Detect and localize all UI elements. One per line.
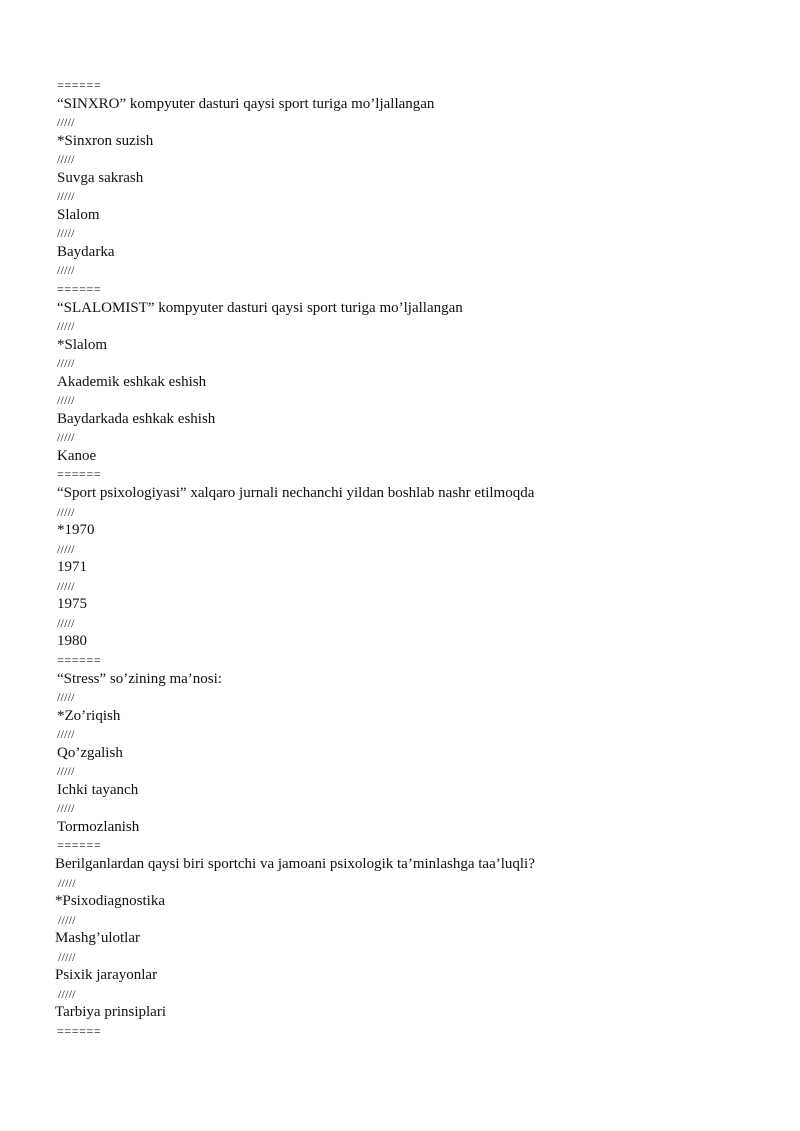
answer-option: Baydarka (57, 243, 115, 260)
answer-separator: ///// (57, 578, 75, 593)
answer-separator: ///// (58, 986, 76, 1001)
answer-option: Psixik jarayonlar (55, 967, 158, 984)
correct-answer: *Zo’riqish (57, 707, 121, 724)
question-text: Berilganlardan qaysi biri sportchi va jamoani psixologik ta’minlashga taa’luqli? (55, 855, 535, 872)
answer-option: Ichki tayanch (57, 781, 139, 798)
answer-separator: ///// (58, 875, 76, 890)
question-text: “Stress” so’zining ma’nosi: (57, 670, 222, 687)
answer-separator: ///// (57, 393, 75, 408)
question-divider: ====== (57, 652, 102, 667)
answer-separator: ///// (57, 764, 75, 779)
answer-separator: ///// (57, 189, 75, 204)
answer-option: Mashg’ulotlar (55, 930, 140, 947)
answer-option: Tarbiya prinsiplari (55, 1004, 166, 1021)
question-divider: ====== (57, 1023, 102, 1038)
answer-separator: ///// (57, 541, 75, 556)
answer-separator: ///// (57, 356, 75, 371)
answer-separator: ///// (57, 263, 75, 278)
answer-separator: ///// (57, 801, 75, 816)
answer-option: Qo’zgalish (57, 744, 123, 761)
question-divider: ====== (57, 282, 102, 297)
correct-answer: *1970 (57, 522, 95, 539)
correct-answer: *Psixodiagnostika (55, 893, 166, 910)
answer-separator: ///// (57, 504, 75, 519)
answer-separator: ///// (57, 430, 75, 445)
correct-answer: *Sinxron suzish (57, 132, 154, 149)
question-divider: ====== (57, 838, 102, 853)
answer-option: 1971 (57, 559, 87, 576)
answer-separator: ///// (58, 949, 76, 964)
question-text: “SLALOMIST” kompyuter dasturi qaysi sport turiga mo’ljallangan (57, 299, 463, 316)
answer-separator: ///// (57, 226, 75, 241)
question-divider: ====== (57, 78, 102, 92)
answer-option: Slalom (57, 206, 100, 223)
answer-option: 1980 (57, 633, 87, 650)
answer-option: Kanoe (57, 447, 97, 464)
answer-option: Baydarkada eshkak eshish (57, 410, 216, 427)
answer-separator: ///// (57, 727, 75, 742)
answer-separator: ///// (57, 152, 75, 167)
correct-answer: *Slalom (57, 336, 108, 353)
answer-separator: ///// (57, 319, 75, 334)
test-questions-text (57, 76, 757, 1040)
question-divider: ====== (57, 467, 102, 482)
answer-separator: ///// (57, 115, 75, 130)
answer-separator: ///// (57, 690, 75, 705)
answer-option: Suvga sakrash (57, 169, 144, 186)
answer-option: Akademik eshkak eshish (57, 373, 207, 390)
question-text: “SINXRO” kompyuter dasturi qaysi sport turiga mo’ljallangan (57, 95, 435, 112)
answer-option: Tormozlanish (57, 818, 140, 835)
question-text: “Sport psixologiyasi” xalqaro jurnali nechanchi yildan boshlab nashr etilmoqda (57, 485, 535, 502)
answer-separator: ///// (57, 615, 75, 630)
answer-separator: ///// (58, 912, 76, 927)
answer-option: 1975 (57, 596, 87, 613)
